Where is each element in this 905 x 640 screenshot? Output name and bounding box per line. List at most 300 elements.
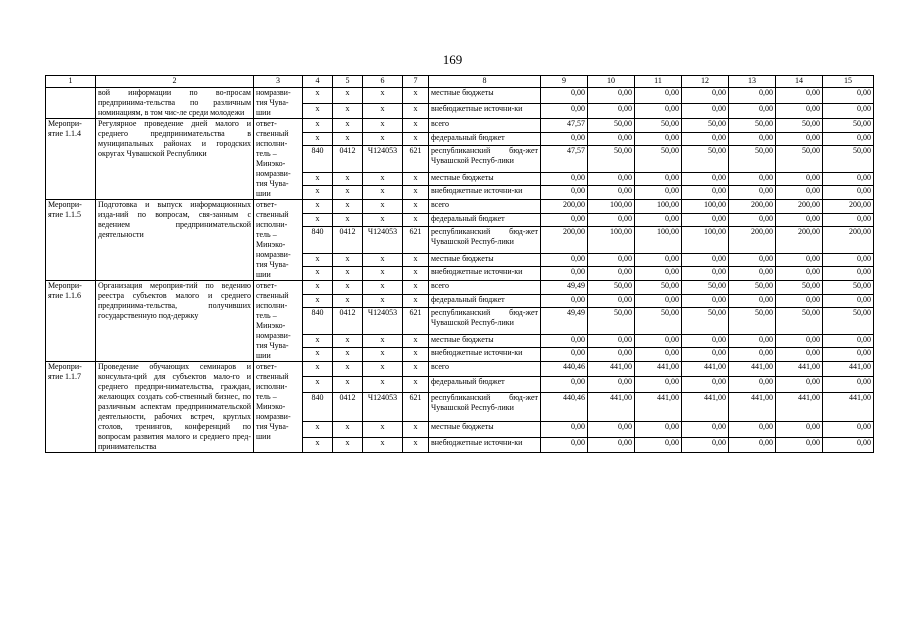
amount-cell: 50,00	[588, 281, 635, 295]
funding-source-cell: республиканский бюд-жет Чувашской Респуб-лики	[429, 308, 541, 334]
amount-cell: 50,00	[588, 146, 635, 172]
amount-cell: 200,00	[776, 227, 823, 253]
amount-cell: 0,00	[823, 186, 874, 200]
measure-title-cell: Подготовка и выпуск информационных изда-ний по вопросам, свя-занным с ведением предпринимательской деятельности	[96, 200, 254, 281]
amount-cell: 50,00	[682, 308, 729, 334]
gr-code-cell: x	[303, 103, 333, 119]
funding-source-cell: федеральный бюджет	[429, 213, 541, 227]
amount-cell: 0,00	[541, 172, 588, 186]
funding-source-cell: федеральный бюджет	[429, 132, 541, 146]
amount-cell: 0,00	[588, 132, 635, 146]
amount-cell: 441,00	[823, 392, 874, 421]
column-header: 1	[46, 76, 96, 88]
amount-cell: 0,00	[776, 172, 823, 186]
measure-number-cell: Меропри-ятие 1.1.6	[46, 281, 96, 362]
rz-pr-cell: x	[333, 377, 363, 392]
csr-cell: x	[363, 334, 403, 348]
amount-cell: 0,00	[635, 103, 682, 119]
table-row	[46, 119, 874, 133]
column-header: 9	[541, 76, 588, 88]
vr-cell: x	[403, 422, 429, 437]
amount-cell: 0,00	[635, 294, 682, 308]
amount-cell: 0,00	[776, 422, 823, 437]
amount-cell: 0,00	[541, 294, 588, 308]
gr-code-cell: x	[303, 294, 333, 308]
amount-cell: 0,00	[729, 348, 776, 362]
amount-cell: 0,00	[776, 267, 823, 281]
amount-cell: 0,00	[541, 267, 588, 281]
funding-source-cell: внебюджетные источни-ки	[429, 186, 541, 200]
measure-number-cell	[46, 88, 96, 119]
amount-cell: 50,00	[729, 281, 776, 295]
measure-title-cell: Регулярное проведение дней малого и среднего предпринимательства в муниципальных районах и городских округах Чувашской Республики	[96, 119, 254, 200]
amount-cell: 0,00	[682, 88, 729, 104]
column-header: 5	[333, 76, 363, 88]
amount-cell: 47,57	[541, 119, 588, 133]
column-header: 10	[588, 76, 635, 88]
measure-number-cell: Меропри-ятие 1.1.7	[46, 362, 96, 453]
gr-code-cell: x	[303, 119, 333, 133]
amount-cell: 0,00	[541, 186, 588, 200]
csr-cell: x	[363, 281, 403, 295]
responsible-cell: ответ-ственный исполни-тель – Минэко-номразви-тия Чува-шии	[254, 119, 303, 200]
amount-cell: 200,00	[823, 227, 874, 253]
amount-cell: 50,00	[776, 281, 823, 295]
gr-code-cell: 840	[303, 392, 333, 421]
vr-cell: x	[403, 437, 429, 452]
column-header: 12	[682, 76, 729, 88]
amount-cell: 0,00	[682, 377, 729, 392]
funding-source-cell: всего	[429, 200, 541, 214]
amount-cell: 50,00	[682, 281, 729, 295]
amount-cell: 0,00	[588, 253, 635, 267]
rz-pr-cell: 0412	[333, 308, 363, 334]
amount-cell: 49,49	[541, 281, 588, 295]
amount-cell: 441,00	[635, 362, 682, 377]
amount-cell: 441,00	[682, 392, 729, 421]
csr-cell: x	[363, 377, 403, 392]
column-header: 13	[729, 76, 776, 88]
amount-cell: 0,00	[682, 437, 729, 452]
amount-cell: 100,00	[682, 227, 729, 253]
gr-code-cell: x	[303, 253, 333, 267]
amount-cell: 0,00	[682, 267, 729, 281]
funding-source-cell: внебюджетные источни-ки	[429, 348, 541, 362]
amount-cell: 0,00	[588, 172, 635, 186]
funding-source-cell: всего	[429, 281, 541, 295]
gr-code-cell: x	[303, 377, 333, 392]
vr-cell: x	[403, 377, 429, 392]
amount-cell: 0,00	[776, 88, 823, 104]
amount-cell: 0,00	[682, 132, 729, 146]
gr-code-cell: x	[303, 348, 333, 362]
amount-cell: 0,00	[541, 422, 588, 437]
measure-number-cell: Меропри-ятие 1.1.5	[46, 200, 96, 281]
funding-source-cell: внебюджетные источни-ки	[429, 267, 541, 281]
gr-code-cell: x	[303, 437, 333, 452]
vr-cell: x	[403, 103, 429, 119]
amount-cell: 50,00	[729, 119, 776, 133]
funding-source-cell: всего	[429, 362, 541, 377]
amount-cell: 0,00	[823, 348, 874, 362]
amount-cell: 0,00	[588, 88, 635, 104]
rz-pr-cell: x	[333, 119, 363, 133]
measure-number-cell: Меропри-ятие 1.1.4	[46, 119, 96, 200]
amount-cell: 0,00	[776, 294, 823, 308]
funding-source-cell: местные бюджеты	[429, 172, 541, 186]
rz-pr-cell: x	[333, 362, 363, 377]
amount-cell: 0,00	[541, 377, 588, 392]
amount-cell: 441,00	[776, 392, 823, 421]
rz-pr-cell: x	[333, 294, 363, 308]
rz-pr-cell: x	[333, 200, 363, 214]
column-header: 3	[254, 76, 303, 88]
amount-cell: 0,00	[541, 213, 588, 227]
amount-cell: 0,00	[776, 334, 823, 348]
csr-cell: x	[363, 172, 403, 186]
amount-cell: 441,00	[588, 392, 635, 421]
table-body	[46, 76, 874, 453]
amount-cell: 0,00	[729, 267, 776, 281]
amount-cell: 0,00	[682, 172, 729, 186]
amount-cell: 0,00	[776, 103, 823, 119]
table-row	[46, 281, 874, 295]
funding-source-cell: местные бюджеты	[429, 422, 541, 437]
amount-cell: 0,00	[635, 437, 682, 452]
budget-table	[45, 75, 874, 453]
amount-cell: 0,00	[682, 213, 729, 227]
csr-cell: x	[363, 253, 403, 267]
amount-cell: 0,00	[776, 437, 823, 452]
csr-cell: Ч124053	[363, 146, 403, 172]
amount-cell: 200,00	[729, 227, 776, 253]
amount-cell: 0,00	[635, 186, 682, 200]
column-header: 2	[96, 76, 254, 88]
amount-cell: 0,00	[682, 422, 729, 437]
csr-cell: x	[363, 422, 403, 437]
amount-cell: 0,00	[588, 267, 635, 281]
amount-cell: 0,00	[588, 213, 635, 227]
amount-cell: 0,00	[729, 213, 776, 227]
rz-pr-cell: x	[333, 422, 363, 437]
vr-cell: x	[403, 213, 429, 227]
measure-title-cell: Проведение обучающих семинаров и консульта-ций для субъектов мало-го и среднего предпри-нимательства, граждан, желающих создать соб-ственный бизнес, по различным аспектам предпринимательской деятельности, рабочих встреч, круглых столов, тренингов, конференций по вопросам развития малого и среднего пред-принимательства	[96, 362, 254, 453]
amount-cell: 0,00	[541, 348, 588, 362]
amount-cell: 50,00	[776, 146, 823, 172]
vr-cell: x	[403, 334, 429, 348]
csr-cell: x	[363, 88, 403, 104]
rz-pr-cell: x	[333, 213, 363, 227]
rz-pr-cell: 0412	[333, 392, 363, 421]
amount-cell: 441,00	[823, 362, 874, 377]
amount-cell: 0,00	[541, 132, 588, 146]
amount-cell: 0,00	[682, 294, 729, 308]
gr-code-cell: x	[303, 334, 333, 348]
amount-cell: 441,00	[588, 362, 635, 377]
gr-code-cell: x	[303, 422, 333, 437]
amount-cell: 0,00	[823, 334, 874, 348]
rz-pr-cell: x	[333, 437, 363, 452]
amount-cell: 440,46	[541, 362, 588, 377]
amount-cell: 0,00	[823, 88, 874, 104]
amount-cell: 0,00	[635, 334, 682, 348]
amount-cell: 50,00	[635, 146, 682, 172]
amount-cell: 200,00	[541, 227, 588, 253]
gr-code-cell: 840	[303, 146, 333, 172]
amount-cell: 0,00	[776, 377, 823, 392]
amount-cell: 0,00	[729, 132, 776, 146]
amount-cell: 441,00	[776, 362, 823, 377]
amount-cell: 50,00	[823, 146, 874, 172]
funding-source-cell: местные бюджеты	[429, 88, 541, 104]
measure-title-cell: Организация мероприя-тий по ведению реестра субъектов малого и среднего предпринима-тельства, получивших государственную под-держку	[96, 281, 254, 362]
amount-cell: 0,00	[635, 422, 682, 437]
column-header: 6	[363, 76, 403, 88]
rz-pr-cell: 0412	[333, 146, 363, 172]
amount-cell: 0,00	[823, 377, 874, 392]
amount-cell: 50,00	[635, 119, 682, 133]
column-header: 8	[429, 76, 541, 88]
funding-source-cell: внебюджетные источни-ки	[429, 103, 541, 119]
rz-pr-cell: x	[333, 267, 363, 281]
amount-cell: 441,00	[682, 362, 729, 377]
amount-cell: 0,00	[729, 88, 776, 104]
amount-cell: 0,00	[541, 88, 588, 104]
amount-cell: 0,00	[588, 334, 635, 348]
vr-cell: x	[403, 88, 429, 104]
amount-cell: 0,00	[682, 253, 729, 267]
amount-cell: 0,00	[776, 132, 823, 146]
vr-cell: 621	[403, 392, 429, 421]
csr-cell: x	[363, 103, 403, 119]
rz-pr-cell: x	[333, 103, 363, 119]
amount-cell: 0,00	[541, 253, 588, 267]
amount-cell: 0,00	[823, 422, 874, 437]
csr-cell: x	[363, 119, 403, 133]
amount-cell: 441,00	[729, 392, 776, 421]
amount-cell: 0,00	[635, 88, 682, 104]
amount-cell: 0,00	[729, 377, 776, 392]
amount-cell: 0,00	[635, 172, 682, 186]
vr-cell: x	[403, 253, 429, 267]
funding-source-cell: местные бюджеты	[429, 253, 541, 267]
rz-pr-cell: 0412	[333, 227, 363, 253]
funding-source-cell: местные бюджеты	[429, 334, 541, 348]
amount-cell: 0,00	[635, 213, 682, 227]
amount-cell: 0,00	[635, 132, 682, 146]
vr-cell: x	[403, 132, 429, 146]
amount-cell: 0,00	[729, 334, 776, 348]
amount-cell: 50,00	[776, 308, 823, 334]
amount-cell: 0,00	[588, 437, 635, 452]
gr-code-cell: 840	[303, 227, 333, 253]
amount-cell: 0,00	[588, 294, 635, 308]
amount-cell: 0,00	[823, 253, 874, 267]
amount-cell: 50,00	[823, 281, 874, 295]
vr-cell: 621	[403, 308, 429, 334]
amount-cell: 50,00	[729, 146, 776, 172]
amount-cell: 440,46	[541, 392, 588, 421]
gr-code-cell: x	[303, 132, 333, 146]
rz-pr-cell: x	[333, 88, 363, 104]
amount-cell: 100,00	[635, 227, 682, 253]
amount-cell: 0,00	[541, 103, 588, 119]
gr-code-cell: x	[303, 186, 333, 200]
vr-cell: x	[403, 119, 429, 133]
amount-cell: 0,00	[729, 172, 776, 186]
csr-cell: x	[363, 348, 403, 362]
csr-cell: Ч124053	[363, 308, 403, 334]
amount-cell: 0,00	[729, 437, 776, 452]
amount-cell: 50,00	[635, 281, 682, 295]
vr-cell: x	[403, 267, 429, 281]
amount-cell: 0,00	[635, 253, 682, 267]
responsible-cell: номразви-тия Чува-шии	[254, 88, 303, 119]
amount-cell: 0,00	[682, 186, 729, 200]
csr-cell: x	[363, 132, 403, 146]
vr-cell: x	[403, 348, 429, 362]
gr-code-cell: x	[303, 281, 333, 295]
gr-code-cell: x	[303, 267, 333, 281]
amount-cell: 50,00	[682, 146, 729, 172]
amount-cell: 200,00	[776, 200, 823, 214]
amount-cell: 0,00	[729, 186, 776, 200]
amount-cell: 0,00	[823, 437, 874, 452]
amount-cell: 0,00	[682, 348, 729, 362]
amount-cell: 0,00	[541, 334, 588, 348]
rz-pr-cell: x	[333, 172, 363, 186]
amount-cell: 47,57	[541, 146, 588, 172]
amount-cell: 0,00	[588, 422, 635, 437]
gr-code-cell: x	[303, 213, 333, 227]
vr-cell: 621	[403, 227, 429, 253]
funding-source-cell: федеральный бюджет	[429, 377, 541, 392]
amount-cell: 0,00	[776, 186, 823, 200]
funding-source-cell: федеральный бюджет	[429, 294, 541, 308]
header-row	[46, 76, 874, 88]
funding-source-cell: внебюджетные источни-ки	[429, 437, 541, 452]
amount-cell: 0,00	[729, 103, 776, 119]
amount-cell: 0,00	[823, 132, 874, 146]
column-header: 7	[403, 76, 429, 88]
amount-cell: 0,00	[729, 422, 776, 437]
amount-cell: 50,00	[823, 308, 874, 334]
measure-title-cell: вой информации по во-просам предпринима-тельства по различным номинациям, в том чис-ле среди молодежи	[96, 88, 254, 119]
rz-pr-cell: x	[333, 186, 363, 200]
amount-cell: 100,00	[588, 200, 635, 214]
gr-code-cell: x	[303, 88, 333, 104]
vr-cell: x	[403, 281, 429, 295]
amount-cell: 0,00	[823, 294, 874, 308]
table-row	[46, 362, 874, 377]
amount-cell: 50,00	[588, 119, 635, 133]
csr-cell: x	[363, 362, 403, 377]
amount-cell: 0,00	[823, 213, 874, 227]
amount-cell: 0,00	[823, 103, 874, 119]
amount-cell: 0,00	[823, 267, 874, 281]
rz-pr-cell: x	[333, 348, 363, 362]
page-number: 169	[442, 52, 463, 67]
gr-code-cell: 840	[303, 308, 333, 334]
funding-source-cell: всего	[429, 119, 541, 133]
responsible-cell: ответ-ственный исполни-тель – Минэко-номразви-тия Чува-шии	[254, 362, 303, 453]
vr-cell: x	[403, 186, 429, 200]
amount-cell: 0,00	[776, 253, 823, 267]
amount-cell: 0,00	[635, 348, 682, 362]
csr-cell: x	[363, 213, 403, 227]
amount-cell: 50,00	[588, 308, 635, 334]
amount-cell: 441,00	[635, 392, 682, 421]
amount-cell: 100,00	[635, 200, 682, 214]
responsible-cell: ответ-ственный исполни-тель – Минэко-номразви-тия Чува-шии	[254, 200, 303, 281]
amount-cell: 49,49	[541, 308, 588, 334]
csr-cell: x	[363, 437, 403, 452]
amount-cell: 50,00	[776, 119, 823, 133]
amount-cell: 50,00	[823, 119, 874, 133]
column-header: 15	[823, 76, 874, 88]
column-header: 14	[776, 76, 823, 88]
column-header: 11	[635, 76, 682, 88]
funding-source-cell: республиканский бюд-жет Чувашской Респуб-лики	[429, 146, 541, 172]
rz-pr-cell: x	[333, 281, 363, 295]
amount-cell: 0,00	[823, 172, 874, 186]
amount-cell: 0,00	[588, 186, 635, 200]
gr-code-cell: x	[303, 362, 333, 377]
amount-cell: 0,00	[682, 103, 729, 119]
amount-cell: 50,00	[729, 308, 776, 334]
vr-cell: x	[403, 294, 429, 308]
vr-cell: 621	[403, 146, 429, 172]
amount-cell: 200,00	[541, 200, 588, 214]
amount-cell: 200,00	[823, 200, 874, 214]
csr-cell: Ч124053	[363, 227, 403, 253]
gr-code-cell: x	[303, 172, 333, 186]
amount-cell: 0,00	[776, 348, 823, 362]
amount-cell: 0,00	[682, 334, 729, 348]
table-row	[46, 200, 874, 214]
amount-cell: 50,00	[682, 119, 729, 133]
amount-cell: 0,00	[729, 294, 776, 308]
csr-cell: x	[363, 267, 403, 281]
amount-cell: 0,00	[541, 437, 588, 452]
csr-cell: x	[363, 200, 403, 214]
vr-cell: x	[403, 200, 429, 214]
amount-cell: 50,00	[635, 308, 682, 334]
rz-pr-cell: x	[333, 334, 363, 348]
amount-cell: 0,00	[635, 267, 682, 281]
amount-cell: 0,00	[635, 377, 682, 392]
rz-pr-cell: x	[333, 132, 363, 146]
amount-cell: 100,00	[588, 227, 635, 253]
amount-cell: 0,00	[776, 213, 823, 227]
amount-cell: 0,00	[588, 348, 635, 362]
amount-cell: 0,00	[588, 377, 635, 392]
csr-cell: Ч124053	[363, 392, 403, 421]
csr-cell: x	[363, 294, 403, 308]
rz-pr-cell: x	[333, 253, 363, 267]
amount-cell: 441,00	[729, 362, 776, 377]
column-header: 4	[303, 76, 333, 88]
responsible-cell: ответ-ственный исполни-тель – Минэко-номразви-тия Чува-шии	[254, 281, 303, 362]
funding-source-cell: республиканский бюд-жет Чувашской Респуб-лики	[429, 227, 541, 253]
gr-code-cell: x	[303, 200, 333, 214]
amount-cell: 200,00	[729, 200, 776, 214]
funding-source-cell: республиканский бюд-жет Чувашской Респуб-лики	[429, 392, 541, 421]
vr-cell: x	[403, 362, 429, 377]
amount-cell: 100,00	[682, 200, 729, 214]
amount-cell: 0,00	[729, 253, 776, 267]
vr-cell: x	[403, 172, 429, 186]
